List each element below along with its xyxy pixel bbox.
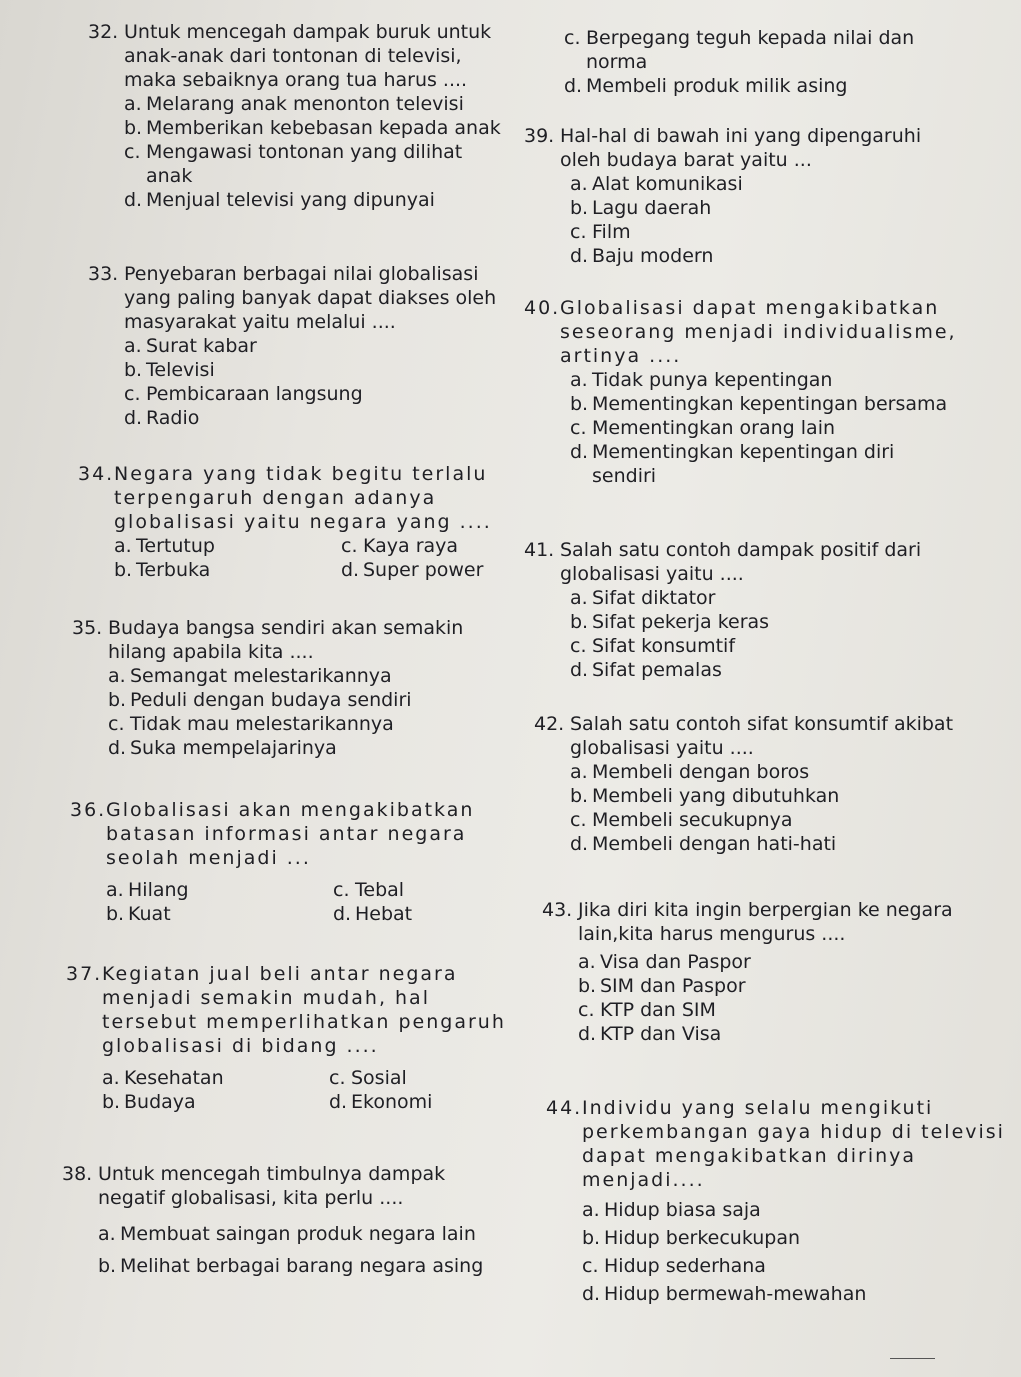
option-letter: d. bbox=[329, 1091, 348, 1113]
question-40 bbox=[524, 296, 964, 488]
question-number: 35. bbox=[72, 617, 103, 639]
question-43 bbox=[542, 898, 1002, 1046]
option-b[interactable]: Terbuka bbox=[136, 559, 211, 581]
question-37 bbox=[66, 962, 514, 1114]
option-b[interactable]: Budaya bbox=[124, 1091, 196, 1113]
option-letter: b. bbox=[570, 785, 589, 807]
option-b[interactable]: Mementingkan kepentingan bersama bbox=[592, 393, 948, 415]
question-number: 34. bbox=[78, 463, 115, 485]
option-letter: c. bbox=[564, 27, 581, 49]
question-32 bbox=[88, 20, 508, 212]
option-c[interactable]: Tebal bbox=[355, 879, 405, 901]
option-letter: b. bbox=[570, 393, 589, 415]
option-d[interactable]: KTP dan Visa bbox=[600, 1023, 722, 1045]
question-number: 36. bbox=[70, 799, 107, 821]
question-number: 33. bbox=[88, 263, 119, 285]
question-stem: Globalisasi dapat mengakibatkan seseorang menjadi individualisme, artinya .... bbox=[560, 297, 957, 367]
question-number: 38. bbox=[62, 1163, 93, 1185]
option-letter: b. bbox=[102, 1091, 121, 1113]
option-d[interactable]: Hidup bermewah-mewahan bbox=[604, 1283, 867, 1305]
option-letter: b. bbox=[108, 689, 127, 711]
option-d[interactable]: Menjual televisi yang dipunyai bbox=[146, 189, 435, 211]
option-b[interactable]: Memberikan kebebasan kepada anak bbox=[146, 117, 501, 139]
option-letter: c. bbox=[582, 1255, 599, 1277]
option-letter: b. bbox=[582, 1227, 601, 1249]
option-letter: b. bbox=[114, 559, 133, 581]
option-d[interactable]: Mementingkan kepentingan diri sendiri bbox=[592, 441, 895, 487]
option-letter: b. bbox=[124, 359, 143, 381]
option-letter: d. bbox=[578, 1023, 597, 1045]
option-b[interactable]: Membeli yang dibutuhkan bbox=[592, 785, 840, 807]
option-letter: c. bbox=[570, 635, 587, 657]
option-d[interactable]: Suka mempelajarinya bbox=[130, 737, 337, 759]
question-number: 37. bbox=[66, 963, 103, 985]
question-stem: Penyebaran berbagai nilai globalisasi yang paling banyak dapat diakses oleh masyarakat yaitu melalui .... bbox=[124, 263, 497, 333]
option-letter: b. bbox=[570, 197, 589, 219]
option-letter: b. bbox=[570, 611, 589, 633]
option-a[interactable]: Hilang bbox=[128, 879, 189, 901]
question-35 bbox=[72, 616, 508, 760]
option-c[interactable]: Mementingkan orang lain bbox=[592, 417, 836, 439]
question-33 bbox=[88, 262, 508, 430]
option-letter: c. bbox=[341, 535, 358, 557]
option-letter: d. bbox=[341, 559, 360, 581]
option-b[interactable]: SIM dan Paspor bbox=[600, 975, 746, 997]
question-number: 41. bbox=[524, 539, 555, 561]
option-letter: c. bbox=[108, 713, 125, 735]
option-letter: b. bbox=[106, 903, 125, 925]
question-39 bbox=[524, 124, 964, 268]
pen-mark bbox=[890, 1358, 935, 1359]
option-letter: a. bbox=[124, 93, 142, 115]
option-b[interactable]: Kuat bbox=[128, 903, 171, 925]
option-a[interactable]: Melarang anak menonton televisi bbox=[146, 93, 464, 115]
option-d[interactable]: Baju modern bbox=[592, 245, 714, 267]
option-c[interactable]: Pembicaraan langsung bbox=[146, 383, 363, 405]
option-letter: a. bbox=[570, 761, 588, 783]
option-letter: b. bbox=[124, 117, 143, 139]
option-letter: b. bbox=[98, 1255, 117, 1277]
option-letter: d. bbox=[564, 75, 583, 97]
option-c[interactable]: Membeli secukupnya bbox=[592, 809, 793, 831]
option-d[interactable]: Ekonomi bbox=[351, 1091, 433, 1113]
option-letter: a. bbox=[124, 335, 142, 357]
option-letter: b. bbox=[578, 975, 597, 997]
question-36 bbox=[70, 798, 510, 926]
option-letter: d. bbox=[124, 189, 143, 211]
option-letter: d. bbox=[570, 833, 589, 855]
option-b[interactable]: Peduli dengan budaya sendiri bbox=[130, 689, 412, 711]
question-stem: Salah satu contoh sifat konsumtif akibat globalisasi yaitu .... bbox=[570, 713, 954, 759]
option-d[interactable]: Membeli produk milik asing bbox=[586, 75, 848, 97]
question-38 bbox=[62, 1162, 516, 1278]
option-c[interactable]: Mengawasi tontonan yang dilihat anak bbox=[146, 141, 463, 187]
option-letter: c. bbox=[570, 809, 587, 831]
option-a[interactable]: Surat kabar bbox=[146, 335, 257, 357]
question-stem: Kegiatan jual beli antar negara menjadi semakin mudah, hal tersebut memperlihatkan pengaruh globalisasi di bidang .... bbox=[102, 963, 506, 1057]
option-d[interactable]: Super power bbox=[363, 559, 484, 581]
option-b[interactable]: Televisi bbox=[146, 359, 215, 381]
option-a[interactable]: Membuat saingan produk negara lain bbox=[120, 1223, 476, 1245]
question-number: 43. bbox=[542, 899, 573, 921]
option-d[interactable]: Sifat pemalas bbox=[592, 659, 722, 681]
option-c[interactable]: Tidak mau melestarikannya bbox=[130, 713, 394, 735]
question-number: 40. bbox=[524, 297, 561, 319]
question-38-continued bbox=[550, 26, 950, 98]
option-d[interactable]: Hebat bbox=[355, 903, 413, 925]
option-a[interactable]: Alat komunikasi bbox=[592, 173, 743, 195]
question-stem: Globalisasi akan mengakibatkan batasan informasi antar negara seolah menjadi ... bbox=[106, 799, 475, 869]
question-number: 42. bbox=[534, 713, 565, 735]
option-c[interactable]: Kaya raya bbox=[363, 535, 459, 557]
option-c[interactable]: Sifat konsumtif bbox=[592, 635, 736, 657]
option-letter: a. bbox=[582, 1199, 600, 1221]
option-letter: c. bbox=[124, 383, 141, 405]
question-stem: Hal-hal di bawah ini yang dipengaruhi oleh budaya barat yaitu ... bbox=[560, 125, 922, 171]
option-letter: a. bbox=[114, 535, 132, 557]
option-letter: d. bbox=[124, 407, 143, 429]
question-number: 39. bbox=[524, 125, 555, 147]
option-letter: a. bbox=[98, 1223, 116, 1245]
option-a[interactable]: Visa dan Paspor bbox=[600, 951, 751, 973]
option-c[interactable]: Berpegang teguh kepada nilai dan norma bbox=[586, 27, 915, 73]
option-letter: a. bbox=[570, 173, 588, 195]
question-stem: Salah satu contoh dampak positif dari globalisasi yaitu .... bbox=[560, 539, 922, 585]
question-stem: Jika diri kita ingin berpergian ke negara lain,kita harus mengurus .... bbox=[578, 899, 953, 945]
option-c[interactable]: KTP dan SIM bbox=[600, 999, 716, 1021]
question-41 bbox=[524, 538, 964, 682]
option-c[interactable]: Sosial bbox=[351, 1067, 407, 1089]
option-a[interactable]: Kesehatan bbox=[124, 1067, 224, 1089]
question-42 bbox=[534, 712, 974, 856]
question-stem: Individu yang selalu mengikuti perkembangan gaya hidup di televisi dapat mengakibatkan dirinya menjadi.... bbox=[582, 1097, 1005, 1191]
option-letter: d. bbox=[108, 737, 127, 759]
option-letter: a. bbox=[102, 1067, 120, 1089]
option-a[interactable]: Membeli dengan boros bbox=[592, 761, 810, 783]
option-a[interactable]: Tidak punya kepentingan bbox=[592, 369, 833, 391]
option-b[interactable]: Melihat berbagai barang negara asing bbox=[120, 1255, 484, 1277]
option-letter: c. bbox=[570, 221, 587, 243]
option-letter: d. bbox=[570, 441, 589, 463]
question-34 bbox=[78, 462, 508, 582]
option-c[interactable]: Film bbox=[592, 221, 631, 243]
option-letter: d. bbox=[570, 245, 589, 267]
option-b[interactable]: Hidup berkecukupan bbox=[604, 1227, 801, 1249]
option-letter: d. bbox=[582, 1283, 601, 1305]
question-stem: Negara yang tidak begitu terlalu terpengaruh dengan adanya globalisasi yaitu negara yang .... bbox=[114, 463, 492, 533]
option-letter: d. bbox=[570, 659, 589, 681]
option-a[interactable]: Semangat melestarikannya bbox=[130, 665, 392, 687]
option-a[interactable]: Tertutup bbox=[136, 535, 215, 557]
option-a[interactable]: Sifat diktator bbox=[592, 587, 716, 609]
option-letter: c. bbox=[329, 1067, 346, 1089]
option-letter: c. bbox=[333, 879, 350, 901]
option-letter: a. bbox=[106, 879, 124, 901]
option-d[interactable]: Membeli dengan hati-hati bbox=[592, 833, 837, 855]
option-c[interactable]: Hidup sederhana bbox=[604, 1255, 766, 1277]
question-stem: Untuk mencegah dampak buruk untuk anak-anak dari tontonan di televisi, maka sebaiknya orang tua harus .... bbox=[124, 21, 492, 91]
option-b[interactable]: Sifat pekerja keras bbox=[592, 611, 770, 633]
option-a[interactable]: Hidup biasa saja bbox=[604, 1199, 761, 1221]
question-stem: Untuk mencegah timbulnya dampak negatif globalisasi, kita perlu .... bbox=[98, 1163, 446, 1209]
option-letter: a. bbox=[578, 951, 596, 973]
option-letter: c. bbox=[124, 141, 141, 163]
option-b[interactable]: Lagu daerah bbox=[592, 197, 712, 219]
question-number: 32. bbox=[88, 21, 119, 43]
option-letter: d. bbox=[333, 903, 352, 925]
question-stem: Budaya bangsa sendiri akan semakin hilang apabila kita .... bbox=[108, 617, 464, 663]
option-d[interactable]: Radio bbox=[146, 407, 200, 429]
option-letter: a. bbox=[570, 369, 588, 391]
option-letter: a. bbox=[570, 587, 588, 609]
question-44 bbox=[546, 1096, 1016, 1306]
option-letter: c. bbox=[578, 999, 595, 1021]
question-number: 44. bbox=[546, 1097, 583, 1119]
option-letter: a. bbox=[108, 665, 126, 687]
option-letter: c. bbox=[570, 417, 587, 439]
